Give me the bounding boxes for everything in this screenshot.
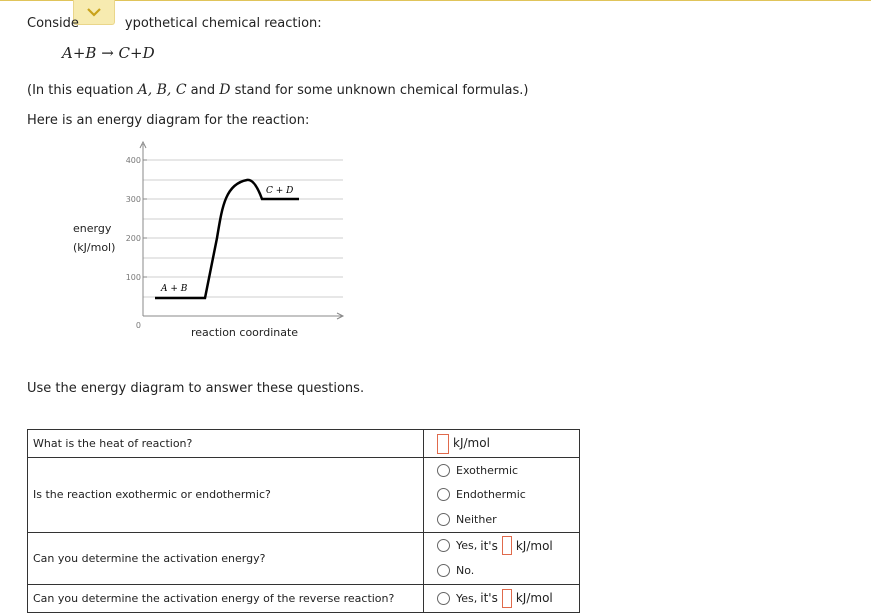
option-reverse-yes[interactable]	[437, 586, 579, 611]
products-label: C + D	[266, 186, 294, 196]
reaction-equation: A+B → C+D	[62, 44, 155, 62]
option-activation-no[interactable]	[437, 558, 579, 583]
y-axis-label-units: (kJ/mol)	[73, 241, 116, 254]
question-exo-text: Is the reaction exothermic or endothermic?	[28, 458, 424, 533]
option-endothermic-label: Endothermic	[456, 488, 526, 502]
question-row-exo	[28, 458, 580, 533]
top-border	[0, 0, 871, 1]
activation-energy-input[interactable]	[502, 536, 512, 555]
radio-endothermic[interactable]	[437, 488, 450, 501]
answer-reverse	[424, 584, 580, 612]
intro-text	[27, 16, 322, 31]
note-d: D	[219, 82, 231, 98]
note-prefix: (In this equation	[27, 83, 138, 98]
activation-its-label: it's	[480, 538, 498, 553]
note-vars: A, B, C	[137, 82, 187, 98]
activation-yes-label: Yes,	[456, 539, 478, 553]
question-row-heat	[28, 430, 580, 458]
option-activation-yes[interactable]	[437, 534, 579, 559]
reactants-label: A + B	[161, 284, 188, 294]
question-reverse-text: Can you determine the activation energy of the reverse reaction?	[28, 584, 424, 612]
question-row-activation	[28, 532, 580, 584]
question-row-reverse	[28, 584, 580, 612]
activation-unit: kJ/mol	[515, 538, 553, 553]
option-endothermic[interactable]	[437, 483, 579, 508]
equation-note	[27, 82, 528, 98]
heat-answer-input[interactable]	[437, 434, 449, 454]
radio-neither[interactable]	[437, 513, 450, 526]
option-exothermic-label: Exothermic	[456, 463, 519, 477]
note-suffix: stand for some unknown chemical formulas.)	[230, 83, 529, 98]
radio-reverse-yes[interactable]	[437, 592, 450, 605]
question-activation-text: Can you determine the activation energy?	[28, 532, 424, 584]
note-and: and	[186, 83, 220, 98]
reverse-yes-label: Yes,	[456, 591, 478, 605]
y-tick-label-0: 0	[135, 321, 141, 330]
answer-heat	[424, 430, 580, 458]
radio-activation-yes[interactable]	[437, 539, 450, 552]
reverse-its-label: it's	[480, 591, 498, 605]
y-tick-label-300: 300	[125, 195, 141, 204]
questions-table	[27, 429, 580, 613]
reverse-activation-input[interactable]	[502, 589, 512, 608]
intro-suffix: ypothetical chemical reaction:	[124, 16, 322, 31]
instructions-text: Use the energy diagram to answer these questions.	[27, 381, 365, 396]
answer-exo	[424, 458, 580, 533]
reverse-unit: kJ/mol	[515, 591, 553, 605]
diagram-intro: Here is an energy diagram for the reaction:	[27, 113, 310, 128]
intro-prefix: Conside	[27, 16, 79, 31]
option-exothermic[interactable]	[437, 458, 579, 483]
radio-exothermic[interactable]	[437, 464, 450, 477]
heat-unit: kJ/mol	[453, 435, 490, 450]
y-axis-label-energy: energy	[73, 222, 112, 235]
x-axis-label: reaction coordinate	[191, 326, 299, 339]
y-tick-label-100: 100	[125, 273, 141, 282]
option-neither-label: Neither	[456, 512, 497, 526]
energy-diagram	[115, 138, 355, 338]
option-neither[interactable]	[437, 507, 579, 532]
activation-no-label: No.	[456, 563, 475, 577]
question-heat-text: What is the heat of reaction?	[28, 430, 424, 458]
y-tick-label-200: 200	[125, 234, 141, 243]
answer-activation	[424, 532, 580, 584]
radio-activation-no[interactable]	[437, 564, 450, 577]
y-tick-label-400: 400	[125, 156, 141, 165]
energy-curve	[155, 180, 299, 298]
